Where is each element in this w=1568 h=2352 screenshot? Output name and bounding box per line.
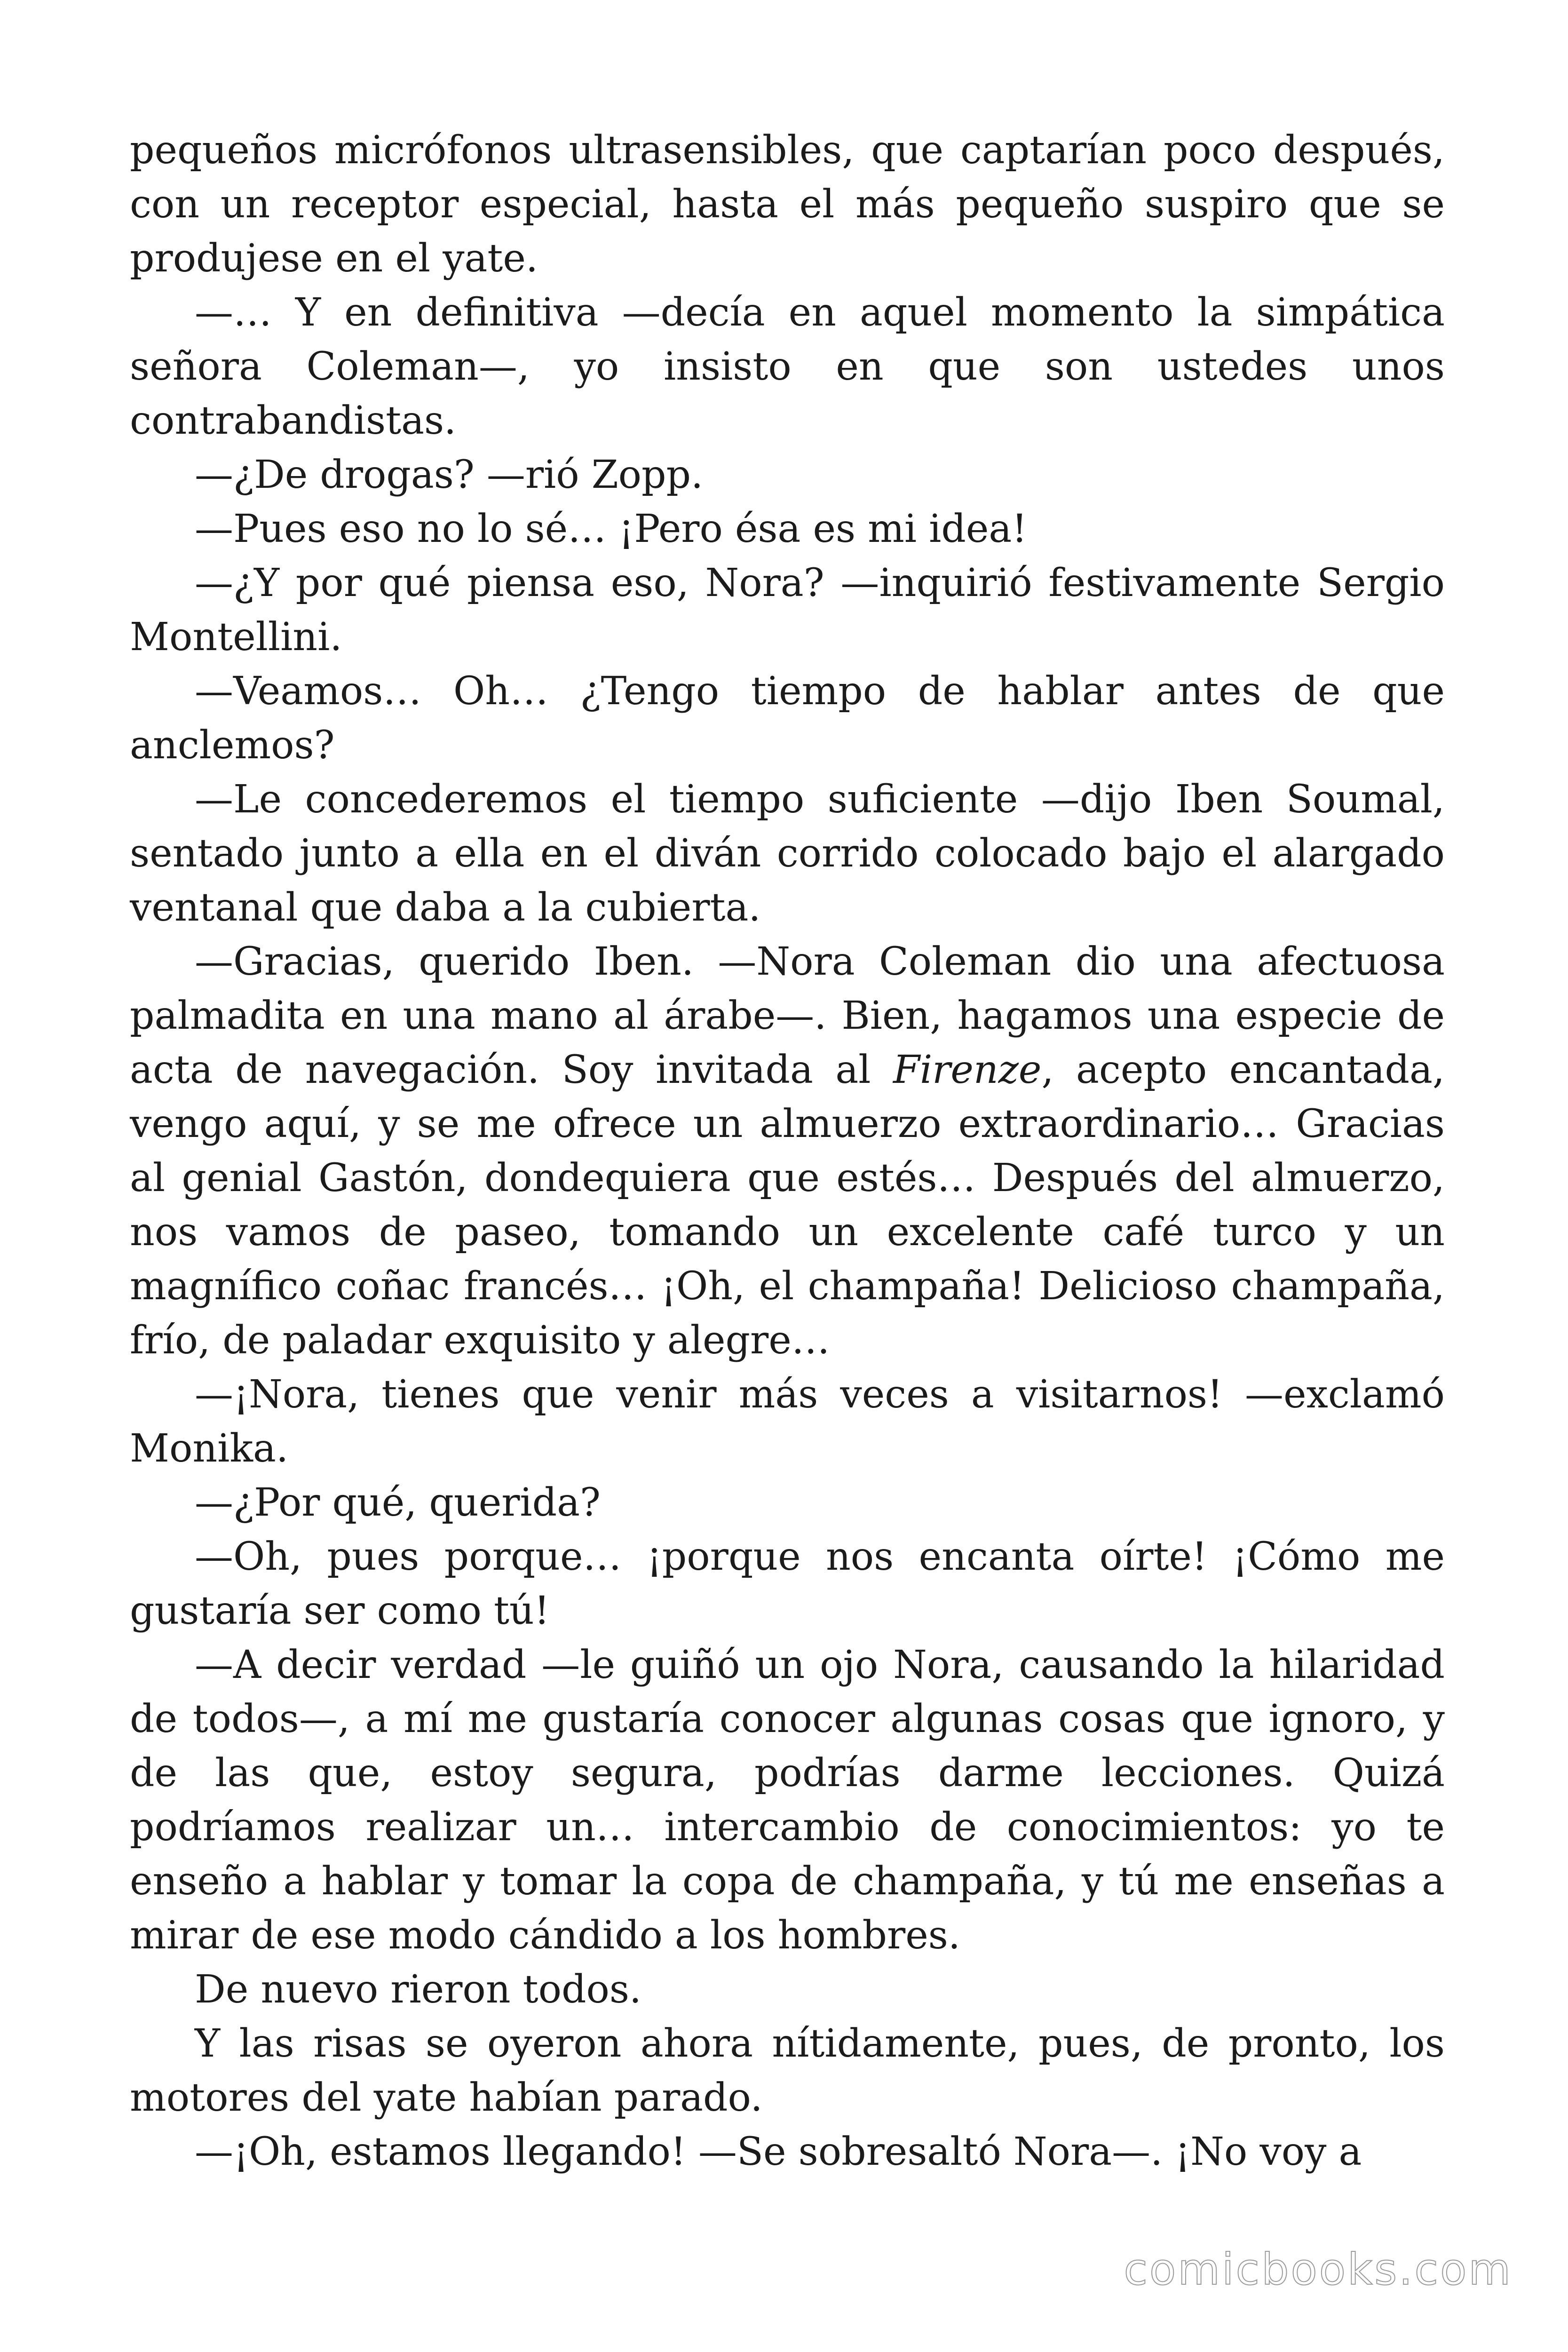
paragraph-3: —¿De drogas? —rió Zopp. bbox=[195, 453, 704, 497]
paragraph-11: —Oh, pues porque… ¡porque nos encanta oírte! ¡Cómo me gustaría ser como tú! bbox=[130, 1534, 1445, 1633]
paragraph-6: —Veamos… Oh… ¿Tengo tiempo de hablar antes de que anclemos? bbox=[130, 669, 1445, 768]
paragraph-8-part-2: , acepto encantada, vengo aquí, y se me ofrece un almuerzo extraordinario… Gracias al genial Gastón, dondequiera que estés… Después del almuerzo, nos vamos de paseo, tomando un excelente café turco y un magnífico coñac francés… ¡Oh, el champaña! Delicioso champaña, frío, de paladar exquisito y alegre… bbox=[130, 1048, 1445, 1363]
paragraph-1: pequeños micrófonos ultrasensibles, que captarían poco después, con un receptor especial, hasta el más pequeño suspiro que se produjese en el yate. bbox=[130, 128, 1445, 281]
paragraph-9: —¡Nora, tienes que venir más veces a visitarnos! —exclamó Monika. bbox=[130, 1372, 1445, 1471]
paragraph-8 bbox=[130, 935, 1445, 1367]
paragraph-10: —¿Por qué, querida? bbox=[195, 1480, 601, 1525]
paragraph-13: De nuevo rieron todos. bbox=[195, 1967, 641, 2012]
paragraph-15: —¡Oh, estamos llegando! —Se sobresaltó Nora—. ¡No voy a bbox=[195, 2130, 1362, 2174]
paragraph-12: —A decir verdad —le guiñó un ojo Nora, causando la hilaridad de todos—, a mí me gustaría conocer algunas cosas que ignoro, y de las que, estoy segura, podrías darme lecciones. Quizá podríamos realizar un… intercambio de conocimientos: yo te enseño a hablar y tomar la copa de champaña, y tú me enseñas a mirar de ese modo cándido a los hombres. bbox=[130, 1643, 1445, 1958]
page-body bbox=[130, 123, 1445, 2179]
paragraph-14: Y las risas se oyeron ahora nítidamente, pues, de pronto, los motores del yate habían parado. bbox=[130, 2021, 1445, 2120]
watermark: comicbooks.com bbox=[1124, 2244, 1513, 2295]
paragraph-8-part-1: —Gracias, querido Iben. —Nora Coleman dio una afectuosa palmadita en una mano al árabe—. Bien, hagamos una especie de acta de navegación. Soy invitada al bbox=[130, 939, 1445, 1092]
paragraph-5: —¿Y por qué piensa eso, Nora? —inquirió festivamente Sergio Montellini. bbox=[130, 561, 1445, 660]
yacht-name: Firenze bbox=[893, 1048, 1042, 1092]
paragraph-2: —… Y en definitiva —decía en aquel momento la simpática señora Coleman—, yo insisto en que son ustedes unos contrabandistas. bbox=[130, 290, 1445, 443]
paragraph-4: —Pues eso no lo sé… ¡Pero ésa es mi idea! bbox=[195, 507, 1028, 551]
paragraph-7: —Le concederemos el tiempo suficiente —dijo Iben Soumal, sentado junto a ella en el diván corrido colocado bajo el alargado ventanal que daba a la cubierta. bbox=[130, 777, 1445, 930]
